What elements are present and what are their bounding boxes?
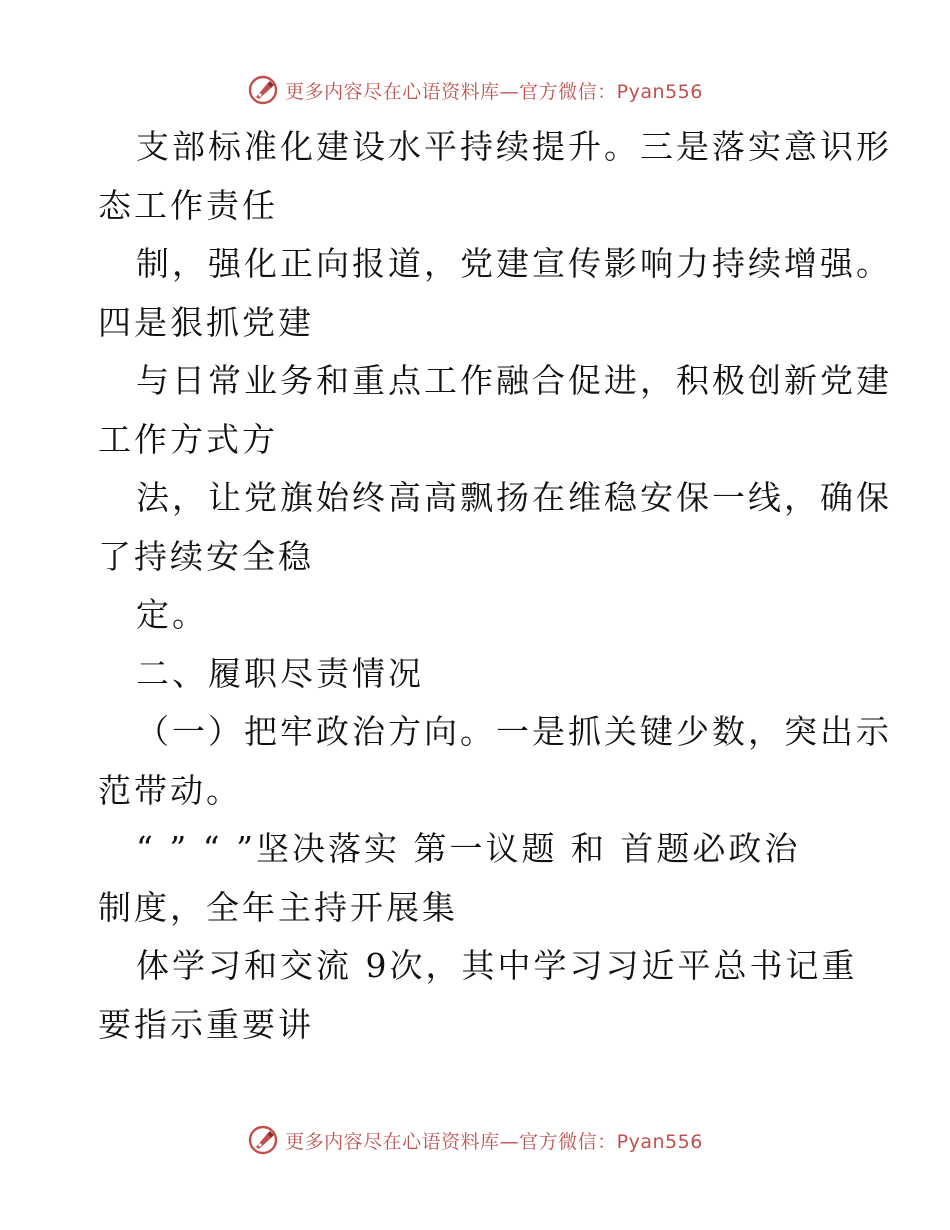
text-line: 态工作责任 (98, 185, 278, 225)
footer-watermark (0, 1120, 950, 1160)
pen-nib-icon (247, 1124, 279, 1156)
text-line: 体学习和交流 9次，其中学习习近平总书记重 (136, 946, 858, 985)
text-line: 范带动。 (98, 770, 242, 810)
text-line: 二、履职尽责情况 (136, 653, 424, 693)
text-line: 了持续安全稳 (98, 536, 314, 576)
text-line: 四是狠抓党建 (98, 302, 314, 342)
text-line: （一）把牢政治方向。一是抓关键少数，突出示 (136, 712, 892, 751)
header-watermark (0, 70, 950, 110)
text-line: “ ” “ ”坚决落实 第一议题 和 首题必政治 (136, 829, 801, 868)
text-line: 法，让党旗始终高高飘扬在维稳安保一线，确保 (136, 478, 892, 517)
watermark-text: 更多内容尽在心语资料库—官方微信：Pyan556 (285, 80, 703, 103)
pen-nib-icon (247, 74, 279, 106)
text-line: 制，强化正向报道，党建宣传影响力持续增强。 (136, 244, 892, 283)
text-line: 要指示重要讲 (98, 1004, 314, 1044)
watermark-text: 更多内容尽在心语资料库—官方微信：Pyan556 (285, 1130, 703, 1153)
document-body (98, 118, 892, 1054)
text-line: 工作方式方 (98, 419, 278, 459)
text-line: 制度，全年主持开展集 (98, 887, 458, 927)
text-line: 与日常业务和重点工作融合促进，积极创新党建 (136, 361, 892, 400)
text-line: 定。 (136, 595, 208, 634)
text-line: 支部标准化建设水平持续提升。三是落实意识形 (136, 127, 892, 166)
